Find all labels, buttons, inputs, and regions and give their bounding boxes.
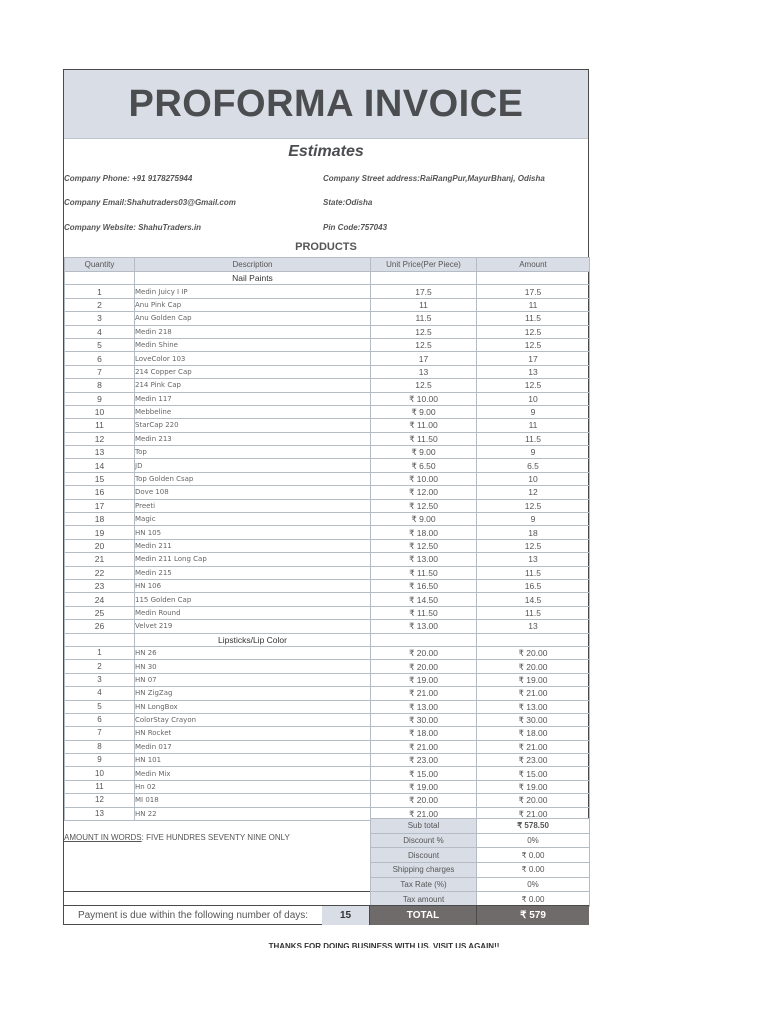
table-row	[65, 606, 590, 619]
table-row	[65, 700, 590, 713]
item-description: StarCap 220	[135, 419, 371, 432]
item-quantity: 5	[65, 338, 135, 351]
table-row	[65, 713, 590, 726]
item-amount: 16.5	[477, 579, 590, 592]
item-unit-price: ₹ 12.00	[371, 486, 477, 499]
category-empty-cell	[65, 633, 135, 646]
invoice-title: PROFORMA INVOICE	[128, 83, 524, 125]
table-row	[65, 312, 590, 325]
thanks-message: THANKS FOR DOING BUSINESS WITH US. VISIT US AGAIN!!	[268, 942, 500, 948]
item-unit-price: ₹ 10.00	[371, 392, 477, 405]
item-amount: 10	[477, 472, 590, 485]
item-quantity: 10	[65, 767, 135, 780]
item-quantity: 2	[65, 660, 135, 673]
table-row	[65, 499, 590, 512]
item-quantity: 12	[65, 794, 135, 807]
item-description: 214 Pink Cap	[135, 379, 371, 392]
item-description: Medin 117	[135, 392, 371, 405]
item-amount: 11.5	[477, 606, 590, 619]
table-row	[65, 593, 590, 606]
table-row	[65, 687, 590, 700]
item-amount: 12.5	[477, 325, 590, 338]
company-email: Company Email:Shahutraders03@Gmail.com	[64, 198, 236, 207]
item-amount: 11	[477, 419, 590, 432]
table-row	[65, 338, 590, 351]
item-unit-price: ₹ 10.00	[371, 472, 477, 485]
item-quantity: 5	[65, 700, 135, 713]
amount-in-words-text: : FIVE HUNDRES SEVENTY NINE ONLY	[141, 833, 290, 842]
total-label: TOTAL	[370, 906, 477, 925]
item-description: HN 101	[135, 754, 371, 767]
item-quantity: 16	[65, 486, 135, 499]
category-row	[65, 272, 590, 285]
item-amount: 10	[477, 392, 590, 405]
item-amount: ₹ 15.00	[477, 767, 590, 780]
items-body	[65, 272, 590, 821]
item-quantity: 3	[65, 312, 135, 325]
item-description: Preeti	[135, 499, 371, 512]
summary-value: 0%	[477, 833, 590, 848]
item-quantity: 12	[65, 432, 135, 445]
item-description: Velvet 219	[135, 620, 371, 633]
total-value: ₹ 579	[477, 906, 589, 925]
table-row	[65, 740, 590, 753]
item-quantity: 22	[65, 566, 135, 579]
item-description: HN ZigZag	[135, 687, 371, 700]
category-empty-cell	[477, 272, 590, 285]
column-header-quantity: Quantity	[65, 258, 135, 272]
item-description: Medin 218	[135, 325, 371, 338]
table-row	[65, 379, 590, 392]
item-amount: 12.5	[477, 499, 590, 512]
item-quantity: 26	[65, 620, 135, 633]
item-amount: 12.5	[477, 379, 590, 392]
company-phone: Company Phone: +91 9178275944	[64, 174, 193, 183]
item-amount: ₹ 13.00	[477, 700, 590, 713]
summary-label: Tax amount	[371, 892, 477, 907]
item-description: Dove 108	[135, 486, 371, 499]
category-label: Nail Paints	[135, 272, 371, 285]
item-unit-price: ₹ 9.00	[371, 513, 477, 526]
item-unit-price: ₹ 21.00	[371, 740, 477, 753]
item-unit-price: ₹ 23.00	[371, 754, 477, 767]
item-unit-price: ₹ 12.50	[371, 539, 477, 552]
item-amount: ₹ 19.00	[477, 673, 590, 686]
summary-value: ₹ 578.50	[477, 819, 590, 834]
category-empty-cell	[477, 633, 590, 646]
item-amount: 9	[477, 405, 590, 418]
title-band	[64, 70, 588, 139]
category-row	[65, 633, 590, 646]
item-amount: 9	[477, 446, 590, 459]
item-unit-price: ₹ 9.00	[371, 405, 477, 418]
table-row	[65, 285, 590, 298]
item-unit-price: ₹ 13.00	[371, 700, 477, 713]
item-unit-price: ₹ 11.50	[371, 606, 477, 619]
item-description: HN 30	[135, 660, 371, 673]
item-quantity: 2	[65, 298, 135, 311]
item-amount: 11.5	[477, 312, 590, 325]
payment-terms-text: Payment is due within the following number of days:	[64, 906, 323, 925]
table-row	[65, 526, 590, 539]
item-quantity: 10	[65, 405, 135, 418]
item-amount: 9	[477, 513, 590, 526]
item-quantity: 8	[65, 740, 135, 753]
item-quantity: 7	[65, 727, 135, 740]
item-description: 214 Copper Cap	[135, 365, 371, 378]
item-amount: ₹ 23.00	[477, 754, 590, 767]
item-description: Top	[135, 446, 371, 459]
item-quantity: 19	[65, 526, 135, 539]
item-quantity: 9	[65, 392, 135, 405]
item-amount: ₹ 18.00	[477, 727, 590, 740]
table-row	[65, 419, 590, 432]
item-amount: ₹ 21.00	[477, 807, 590, 820]
company-street: Company Street address:RaiRangPur,MayurBhanj, Odisha	[323, 174, 545, 183]
item-quantity: 23	[65, 579, 135, 592]
summary-body	[371, 819, 590, 907]
item-description: Medin Shine	[135, 338, 371, 351]
item-amount: ₹ 19.00	[477, 780, 590, 793]
item-description: HN 22	[135, 807, 371, 820]
table-row	[65, 566, 590, 579]
item-description: Medin Round	[135, 606, 371, 619]
item-description: Mebbeline	[135, 405, 371, 418]
table-row	[65, 579, 590, 592]
table-row	[65, 780, 590, 793]
summary-row	[371, 819, 590, 834]
table-row	[65, 754, 590, 767]
item-quantity: 20	[65, 539, 135, 552]
item-unit-price: ₹ 20.00	[371, 646, 477, 659]
item-description: Hn 02	[135, 780, 371, 793]
summary-label: Sub total	[371, 819, 477, 834]
item-description: Medin Juicy I IP	[135, 285, 371, 298]
item-quantity: 9	[65, 754, 135, 767]
item-amount: ₹ 20.00	[477, 660, 590, 673]
item-description: MI 018	[135, 794, 371, 807]
item-description: ColorStay Crayon	[135, 713, 371, 726]
summary-row	[371, 877, 590, 892]
item-unit-price: 17.5	[371, 285, 477, 298]
item-unit-price: ₹ 20.00	[371, 794, 477, 807]
item-amount: ₹ 30.00	[477, 713, 590, 726]
table-row	[65, 365, 590, 378]
item-amount: 18	[477, 526, 590, 539]
item-amount: 12.5	[477, 539, 590, 552]
item-description: JD	[135, 459, 371, 472]
table-row	[65, 459, 590, 472]
item-unit-price: ₹ 21.00	[371, 807, 477, 820]
item-unit-price: ₹ 12.50	[371, 499, 477, 512]
item-amount: ₹ 20.00	[477, 646, 590, 659]
item-unit-price: 17	[371, 352, 477, 365]
item-amount: 17	[477, 352, 590, 365]
invoice-subtitle: Estimates	[288, 143, 364, 160]
item-description: Medin 017	[135, 740, 371, 753]
item-amount: 6.5	[477, 459, 590, 472]
item-unit-price: ₹ 6.50	[371, 459, 477, 472]
summary-table	[370, 818, 590, 907]
summary-label: Discount %	[371, 833, 477, 848]
item-description: LoveColor 103	[135, 352, 371, 365]
item-description: HN LongBox	[135, 700, 371, 713]
item-amount: 17.5	[477, 285, 590, 298]
item-amount: 11.5	[477, 566, 590, 579]
item-amount: 13	[477, 620, 590, 633]
item-quantity: 25	[65, 606, 135, 619]
table-row	[65, 392, 590, 405]
payment-row	[64, 905, 589, 925]
item-quantity: 24	[65, 593, 135, 606]
item-quantity: 1	[65, 285, 135, 298]
item-quantity: 7	[65, 365, 135, 378]
item-quantity: 11	[65, 780, 135, 793]
amount-in-words	[64, 833, 290, 842]
company-state: State:Odisha	[323, 198, 373, 207]
item-description: Medin 211 Long Cap	[135, 553, 371, 566]
table-row	[65, 620, 590, 633]
table-row	[65, 352, 590, 365]
summary-row	[371, 848, 590, 863]
table-row	[65, 298, 590, 311]
table-row	[65, 432, 590, 445]
amount-in-words-label: AMOUNT IN WORDS	[64, 833, 142, 842]
company-website: Company Website: ShahuTraders.in	[64, 223, 202, 232]
item-description: HN 105	[135, 526, 371, 539]
summary-value: ₹ 0.00	[477, 892, 590, 907]
item-unit-price: ₹ 11.50	[371, 432, 477, 445]
item-unit-price: 12.5	[371, 325, 477, 338]
item-unit-price: 11	[371, 298, 477, 311]
table-row	[65, 325, 590, 338]
item-unit-price: ₹ 9.00	[371, 446, 477, 459]
item-unit-price: ₹ 21.00	[371, 687, 477, 700]
table-row	[65, 767, 590, 780]
item-unit-price: 13	[371, 365, 477, 378]
category-empty-cell	[371, 272, 477, 285]
item-amount: 11.5	[477, 432, 590, 445]
summary-label: Shipping charges	[371, 863, 477, 878]
item-quantity: 1	[65, 646, 135, 659]
item-quantity: 8	[65, 379, 135, 392]
item-description: Medin Mix	[135, 767, 371, 780]
table-row	[65, 646, 590, 659]
item-quantity: 4	[65, 325, 135, 338]
table-row	[65, 553, 590, 566]
table-row	[65, 727, 590, 740]
item-description: Medin 211	[135, 539, 371, 552]
item-unit-price: ₹ 13.00	[371, 620, 477, 633]
items-header-row	[65, 258, 590, 272]
table-row	[65, 794, 590, 807]
item-description: HN 106	[135, 579, 371, 592]
summary-value: ₹ 0.00	[477, 848, 590, 863]
summary-label: Discount	[371, 848, 477, 863]
item-unit-price: ₹ 18.00	[371, 526, 477, 539]
item-quantity: 6	[65, 713, 135, 726]
summary-row	[371, 833, 590, 848]
table-row	[65, 660, 590, 673]
item-unit-price: 12.5	[371, 338, 477, 351]
item-amount: ₹ 21.00	[477, 687, 590, 700]
category-label: Lipsticks/Lip Color	[135, 633, 371, 646]
summary-value: 0%	[477, 877, 590, 892]
products-heading: PRODUCTS	[295, 241, 357, 253]
item-unit-price: 11.5	[371, 312, 477, 325]
item-quantity: 17	[65, 499, 135, 512]
item-unit-price: ₹ 19.00	[371, 673, 477, 686]
item-unit-price: ₹ 18.00	[371, 727, 477, 740]
item-unit-price: ₹ 14.50	[371, 593, 477, 606]
table-row	[65, 446, 590, 459]
table-row	[65, 472, 590, 485]
item-amount: ₹ 21.00	[477, 740, 590, 753]
item-amount: 13	[477, 553, 590, 566]
item-unit-price: 12.5	[371, 379, 477, 392]
payment-days-value: 15	[322, 906, 370, 925]
table-row	[65, 673, 590, 686]
item-description: HN 26	[135, 646, 371, 659]
blank-row	[64, 891, 370, 906]
table-row	[65, 405, 590, 418]
item-unit-price: ₹ 11.50	[371, 566, 477, 579]
column-header-unit-price: Unit Price(Per Piece)	[371, 258, 477, 272]
item-description: 115 Golden Cap	[135, 593, 371, 606]
company-pin: Pin Code:757043	[323, 223, 388, 232]
item-amount: 12	[477, 486, 590, 499]
items-table	[64, 257, 590, 821]
item-quantity: 14	[65, 459, 135, 472]
item-quantity: 13	[65, 446, 135, 459]
column-header-amount: Amount	[477, 258, 590, 272]
summary-label: Tax Rate (%)	[371, 877, 477, 892]
item-quantity: 11	[65, 419, 135, 432]
item-description: Medin 215	[135, 566, 371, 579]
item-amount: 14.5	[477, 593, 590, 606]
summary-value: ₹ 0.00	[477, 863, 590, 878]
item-description: Anu Golden Cap	[135, 312, 371, 325]
item-quantity: 15	[65, 472, 135, 485]
item-unit-price: ₹ 19.00	[371, 780, 477, 793]
item-unit-price: ₹ 11.00	[371, 419, 477, 432]
item-amount: 12.5	[477, 338, 590, 351]
item-amount: 11	[477, 298, 590, 311]
item-unit-price: ₹ 13.00	[371, 553, 477, 566]
item-description: HN 07	[135, 673, 371, 686]
item-description: Top Golden Csap	[135, 472, 371, 485]
table-row	[65, 486, 590, 499]
summary-row	[371, 863, 590, 878]
item-description: Magic	[135, 513, 371, 526]
item-quantity: 18	[65, 513, 135, 526]
item-description: HN Rocket	[135, 727, 371, 740]
item-unit-price: ₹ 30.00	[371, 713, 477, 726]
item-description: Anu Pink Cap	[135, 298, 371, 311]
item-amount: ₹ 20.00	[477, 794, 590, 807]
item-unit-price: ₹ 15.00	[371, 767, 477, 780]
column-header-description: Description	[135, 258, 371, 272]
category-empty-cell	[65, 272, 135, 285]
item-description: Medin 213	[135, 432, 371, 445]
item-quantity: 6	[65, 352, 135, 365]
table-row	[65, 513, 590, 526]
category-empty-cell	[371, 633, 477, 646]
item-quantity: 3	[65, 673, 135, 686]
item-unit-price: ₹ 20.00	[371, 660, 477, 673]
item-quantity: 21	[65, 553, 135, 566]
table-row	[65, 539, 590, 552]
item-quantity: 4	[65, 687, 135, 700]
invoice-sheet	[63, 69, 589, 925]
item-unit-price: ₹ 16.50	[371, 579, 477, 592]
item-quantity: 13	[65, 807, 135, 820]
item-amount: 13	[477, 365, 590, 378]
